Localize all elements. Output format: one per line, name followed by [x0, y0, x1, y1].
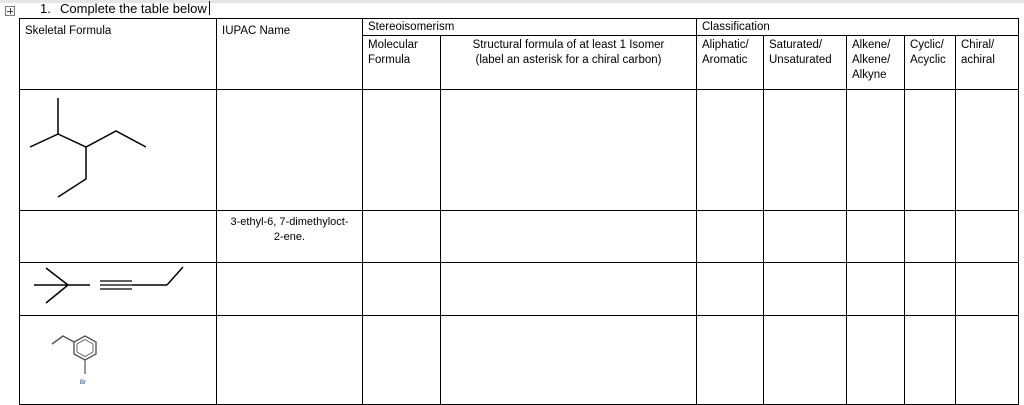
skeletal-structure-2 [20, 263, 216, 315]
header-skeletal-formula: Skeletal Formula [20, 19, 217, 90]
question-text: Complete the table below [60, 1, 207, 16]
isomer-cell[interactable] [441, 316, 697, 405]
isomer-cell[interactable] [441, 263, 697, 316]
skeletal-formula-cell [20, 316, 217, 405]
header-alkene-alkyne: Alkene/ Alkene/ Alkyne [847, 36, 905, 90]
header-stereoisomerism: Stereoisomerism [363, 19, 697, 36]
skeletal-formula-cell[interactable] [20, 211, 217, 263]
skeletal-formula-cell [20, 263, 217, 316]
saturated-cell[interactable] [764, 316, 847, 405]
header-iupac-name: IUPAC Name [217, 19, 363, 90]
text-cursor [209, 1, 210, 15]
saturated-cell[interactable] [764, 211, 847, 263]
table-row [20, 211, 1019, 263]
skeletal-formula-cell [20, 90, 217, 211]
table-row [20, 90, 1019, 211]
molecular-formula-cell[interactable] [363, 90, 441, 211]
header-classification: Classification [697, 19, 1019, 36]
table-row [20, 316, 1019, 405]
cyclic-cell[interactable] [905, 263, 956, 316]
alkene-cell[interactable] [847, 211, 905, 263]
header-structural-formula: Structural formula of at least 1 Isomer (label an asterisk for a chiral carbon) [441, 36, 697, 90]
saturated-cell[interactable] [764, 90, 847, 211]
isomer-cell[interactable] [441, 211, 697, 263]
saturated-cell[interactable] [764, 263, 847, 316]
table-move-handle-icon[interactable] [5, 6, 15, 16]
aliphatic-cell[interactable] [697, 90, 764, 211]
iupac-name-line2: 2-ene. [273, 231, 306, 243]
iupac-name-cell[interactable] [217, 90, 363, 211]
iupac-name-line1: 3-ethyl-6, 7-dimethyloct- [230, 216, 349, 228]
chemistry-table [19, 18, 1019, 405]
header-aliphatic-aromatic: Aliphatic/ Aromatic [697, 36, 764, 90]
aliphatic-cell[interactable] [697, 263, 764, 316]
header-chiral-achiral: Chiral/ achiral [956, 36, 1019, 90]
header-saturated-unsaturated: Saturated/ Unsaturated [764, 36, 847, 90]
header-molecular-formula: Molecular Formula [363, 36, 441, 90]
chiral-cell[interactable] [956, 263, 1019, 316]
alkene-cell[interactable] [847, 263, 905, 316]
skeletal-structure-3 [20, 316, 216, 404]
bromine-label: Br [80, 380, 86, 386]
chiral-cell[interactable] [956, 316, 1019, 405]
molecular-formula-cell[interactable] [363, 316, 441, 405]
iupac-name-cell[interactable] [217, 263, 363, 316]
iupac-name-cell [217, 211, 363, 263]
header-cyclic-acyclic: Cyclic/ Acyclic [905, 36, 956, 90]
question-heading [40, 1, 210, 17]
alkene-cell[interactable] [847, 316, 905, 405]
isomer-cell[interactable] [441, 90, 697, 211]
cyclic-cell[interactable] [905, 316, 956, 405]
molecular-formula-cell[interactable] [363, 263, 441, 316]
cyclic-cell[interactable] [905, 211, 956, 263]
skeletal-structure-1 [20, 90, 216, 210]
aliphatic-cell[interactable] [697, 211, 764, 263]
chiral-cell[interactable] [956, 211, 1019, 263]
aliphatic-cell[interactable] [697, 316, 764, 405]
cyclic-cell[interactable] [905, 90, 956, 211]
alkene-cell[interactable] [847, 90, 905, 211]
molecular-formula-cell[interactable] [363, 211, 441, 263]
question-number: 1. [40, 1, 51, 16]
table-row [20, 263, 1019, 316]
chiral-cell[interactable] [956, 90, 1019, 211]
iupac-name-cell[interactable] [217, 316, 363, 405]
